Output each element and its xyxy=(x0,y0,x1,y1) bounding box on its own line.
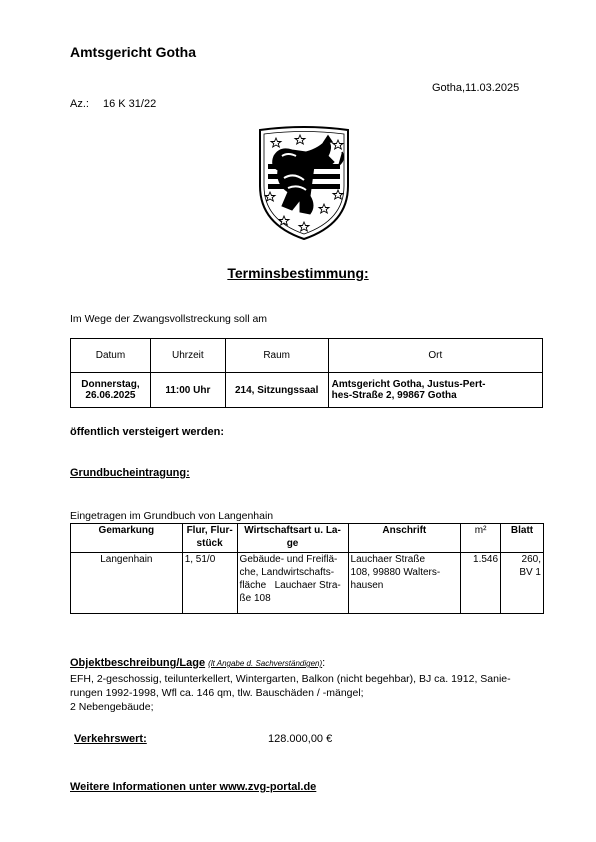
auction-place xyxy=(328,373,542,408)
blatt-line1: 260, xyxy=(521,554,541,565)
header-anschrift: Anschrift xyxy=(348,524,461,553)
file-number: 16 K 31/22 xyxy=(103,98,157,110)
anschrift-line3: hausen xyxy=(350,580,384,591)
object-description-line1: EFH, 2-geschossig, teilunterkellert, Wintergarten, Balkon (nicht begehbar), BJ ca. 1912, Sanie- xyxy=(70,673,511,685)
place-date: Gotha,11.03.2025 xyxy=(432,82,520,94)
schedule-header-row xyxy=(71,339,543,373)
auction-place-line2: hes-Straße 2, 99867 Gotha xyxy=(331,390,457,401)
market-value: 128.000,00 € xyxy=(268,733,333,745)
header-date: Datum xyxy=(71,339,151,373)
court-name: Amtsgericht Gotha xyxy=(70,44,197,60)
land-register-header-row xyxy=(71,524,544,553)
document-title: Terminsbestimmung: xyxy=(227,265,369,281)
gemarkung-value: Langenhain xyxy=(71,553,183,614)
object-description-line2: rungen 1992-1998, Wfl ca. 146 qm, tlw. Bauschäden / -mängel; xyxy=(70,687,364,699)
anschrift-value xyxy=(348,553,461,614)
header-gemarkung: Gemarkung xyxy=(71,524,183,553)
auction-statement: öffentlich versteigert werden: xyxy=(70,426,225,438)
header-flur-line1: Flur, Flur- xyxy=(186,525,233,536)
wirtschaftsart-line3: fläche Lauchaer Stra- xyxy=(239,580,341,591)
auction-place-line1: Amtsgericht Gotha, Justus-Pert- xyxy=(331,379,486,390)
anschrift-line1: Lauchaer Straße xyxy=(350,554,426,565)
header-wirtschaftsart xyxy=(237,524,348,553)
blatt-line2: BV 1 xyxy=(519,567,541,578)
wirtschaftsart-value xyxy=(237,553,348,614)
object-description-colon: : xyxy=(322,657,326,669)
header-blatt: Blatt xyxy=(501,524,544,553)
header-flur-line2: stück xyxy=(196,538,223,549)
header-time: Uhrzeit xyxy=(150,339,225,373)
file-number-label: Az.: xyxy=(70,98,89,110)
coat-of-arms-icon xyxy=(254,126,354,242)
object-description-heading xyxy=(70,657,325,669)
auction-time: 11:00 Uhr xyxy=(150,373,225,408)
intro-text: Im Wege der Zwangsvollstreckung soll am xyxy=(70,313,268,325)
wirtschaftsart-line4: ße 108 xyxy=(239,593,271,604)
schedule-table xyxy=(70,338,543,408)
anschrift-line2: 108, 99880 Walters- xyxy=(350,567,441,578)
header-flur xyxy=(182,524,237,553)
land-register-heading: Grundbucheintragung: xyxy=(70,467,190,479)
header-wirtschaftsart-line1: Wirtschaftsart u. La- xyxy=(244,525,341,536)
wirtschaftsart-line2: che, Landwirtschafts- xyxy=(239,567,335,578)
header-place: Ort xyxy=(328,339,542,373)
auction-date xyxy=(71,373,151,408)
flur-value: 1, 51/0 xyxy=(182,553,237,614)
wirtschaftsart-line1: Gebäude- und Freiflä- xyxy=(239,554,338,565)
land-register-intro: Eingetragen im Grundbuch von Langenhain xyxy=(70,510,274,522)
object-description xyxy=(70,672,540,714)
auction-date-value: 26.06.2025 xyxy=(85,390,136,401)
header-wirtschaftsart-line2: ge xyxy=(286,538,299,549)
land-register-table xyxy=(70,523,544,614)
land-register-data-row xyxy=(71,553,544,614)
schedule-data-row xyxy=(71,373,543,408)
auction-weekday: Donnerstag, xyxy=(81,379,140,390)
blatt-value xyxy=(501,553,544,614)
more-info-link[interactable]: Weitere Informationen unter www.zvg-portal.de xyxy=(70,781,317,793)
header-area: m² xyxy=(461,524,501,553)
header-room: Raum xyxy=(225,339,328,373)
object-description-title: Objektbeschreibung/Lage xyxy=(70,657,206,669)
market-value-label: Verkehrswert: xyxy=(74,733,147,745)
object-description-line3: 2 Nebengebäude; xyxy=(70,701,154,713)
area-value: 1.546 xyxy=(461,553,501,614)
auction-room: 214, Sitzungssaal xyxy=(225,373,328,408)
object-description-note: (lt Angabe d. Sachverständigen) xyxy=(208,659,323,668)
